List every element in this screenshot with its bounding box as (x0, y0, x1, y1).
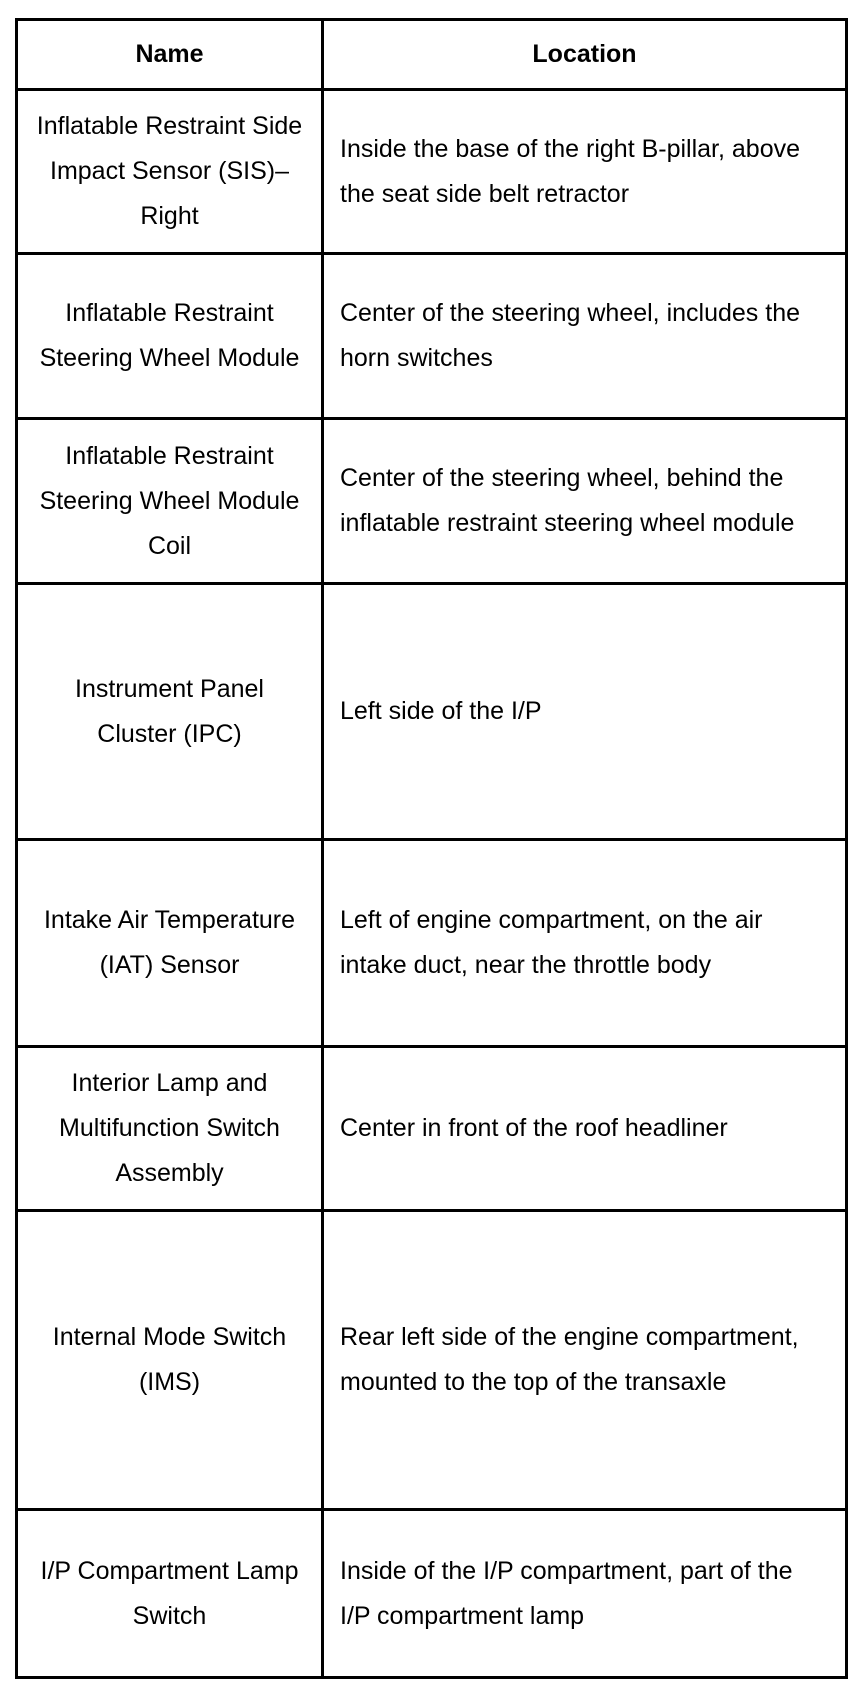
component-name-cell: I/P Compartment Lamp Switch (17, 1510, 323, 1678)
table-row (17, 584, 847, 840)
component-location-table (15, 18, 848, 1679)
component-location-cell: Inside of the I/P compartment, part of the I/P compartment lamp (323, 1510, 847, 1678)
table-row (17, 1211, 847, 1510)
component-name-cell: Intake Air Temperature (IAT) Sensor (17, 840, 323, 1047)
component-location-cell: Inside the base of the right B-pillar, above the seat side belt retractor (323, 90, 847, 254)
component-name-cell: Inflatable Restraint Steering Wheel Module (17, 254, 323, 419)
column-header-location: Location (323, 20, 847, 90)
component-location-cell: Center of the steering wheel, includes the horn switches (323, 254, 847, 419)
component-name-cell: Interior Lamp and Multifunction Switch Assembly (17, 1047, 323, 1211)
table-row (17, 254, 847, 419)
table-row (17, 840, 847, 1047)
table-row (17, 1047, 847, 1211)
table-row (17, 90, 847, 254)
component-location-cell: Left of engine compartment, on the air intake duct, near the throttle body (323, 840, 847, 1047)
column-header-name: Name (17, 20, 323, 90)
component-name-cell: Inflatable Restraint Side Impact Sensor (SIS)–Right (17, 90, 323, 254)
component-name-cell: Instrument Panel Cluster (IPC) (17, 584, 323, 840)
component-name-cell: Inflatable Restraint Steering Wheel Module Coil (17, 419, 323, 584)
component-name-cell: Internal Mode Switch (IMS) (17, 1211, 323, 1510)
component-location-cell: Left side of the I/P (323, 584, 847, 840)
component-location-cell: Center of the steering wheel, behind the inflatable restraint steering wheel module (323, 419, 847, 584)
table-header-row (17, 20, 847, 90)
table-row (17, 1510, 847, 1678)
component-location-cell: Center in front of the roof headliner (323, 1047, 847, 1211)
table-row (17, 419, 847, 584)
component-location-cell: Rear left side of the engine compartment, mounted to the top of the transaxle (323, 1211, 847, 1510)
